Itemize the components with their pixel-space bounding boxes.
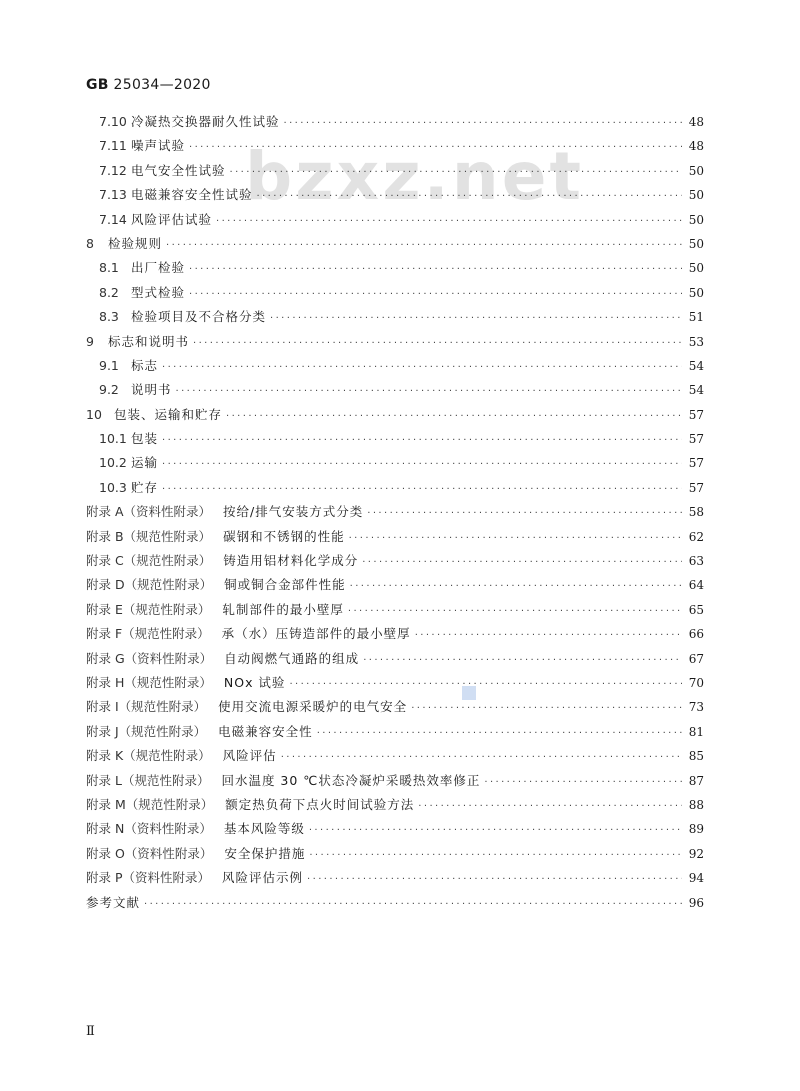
toc-entry[interactable] xyxy=(86,771,704,795)
toc-entry-page: 70 xyxy=(688,675,704,690)
toc-entry-page: 50 xyxy=(688,236,704,251)
toc-entry[interactable] xyxy=(86,453,704,477)
toc-entry[interactable] xyxy=(86,551,704,575)
toc-entry-title: 风险评估 xyxy=(222,748,277,764)
toc-leader-dots xyxy=(418,801,682,812)
toc-entry[interactable] xyxy=(86,136,704,160)
toc-entry-title: 回水温度 30 ℃状态冷凝炉采暖热效率修正 xyxy=(221,772,481,788)
toc-entry[interactable] xyxy=(86,600,704,624)
toc-entry-page: 96 xyxy=(688,895,704,910)
toc-entry-page: 50 xyxy=(688,188,704,203)
toc-leader-dots xyxy=(367,508,682,519)
toc-entry-title: 碳钢和不锈钢的性能 xyxy=(223,528,345,544)
toc-entry-number: 附录 P（资料性附录） xyxy=(86,870,211,886)
toc-entry-title: 贮存 xyxy=(131,479,159,495)
toc-entry-page: 62 xyxy=(688,529,704,544)
toc-leader-dots xyxy=(193,338,682,349)
toc-entry-title: 包装、运输和贮存 xyxy=(114,406,223,422)
toc-entry[interactable] xyxy=(86,575,704,599)
toc-entry-page: 57 xyxy=(688,480,704,495)
toc-entry-title: 按给/排气安装方式分类 xyxy=(223,504,364,520)
toc-entry-number: 9 xyxy=(86,333,94,349)
toc-leader-dots xyxy=(176,386,682,397)
toc-entry-number: 7.13 xyxy=(99,187,127,203)
toc-entry-title: 风险评估试验 xyxy=(131,211,213,227)
toc-entry-page: 65 xyxy=(688,602,704,617)
toc-entry-number: 附录 I（规范性附录） xyxy=(86,699,207,715)
toc-entry-title: 使用交流电源采暖炉的电气安全 xyxy=(218,699,408,715)
toc-entry-number: 7.11 xyxy=(99,138,127,154)
toc-entry[interactable] xyxy=(86,185,704,209)
toc-entry-number: 10.3 xyxy=(99,479,127,495)
toc-entry[interactable] xyxy=(86,673,704,697)
toc-entry-title: 风险评估示例 xyxy=(222,870,304,886)
toc-leader-dots xyxy=(284,118,682,129)
toc-entry-number: 7.14 xyxy=(99,211,127,227)
toc-entry[interactable] xyxy=(86,356,704,380)
toc-leader-dots xyxy=(189,289,682,300)
toc-entry-number: 9.1 xyxy=(99,357,119,373)
toc-entry-number: 8.3 xyxy=(99,309,119,325)
toc-leader-dots xyxy=(257,191,682,202)
toc-leader-dots xyxy=(216,216,682,227)
toc-leader-dots xyxy=(350,581,682,592)
toc-entry[interactable] xyxy=(86,795,704,819)
toc-entry-title: 标志和说明书 xyxy=(108,333,190,349)
toc-leader-dots xyxy=(270,313,682,324)
toc-entry[interactable] xyxy=(86,697,704,721)
toc-leader-dots xyxy=(189,142,682,153)
toc-entry-number: 8.2 xyxy=(99,284,119,300)
toc-entry[interactable] xyxy=(86,502,704,526)
toc-entry-number: 7.10 xyxy=(99,114,127,129)
table-of-contents xyxy=(86,112,704,917)
toc-entry-title: 检验项目及不合格分类 xyxy=(131,309,267,325)
toc-entry[interactable] xyxy=(86,234,704,258)
toc-entry-title: 铜或铜合金部件性能 xyxy=(224,577,346,593)
toc-leader-dots xyxy=(289,679,682,690)
toc-entry-number: 附录 B（规范性附录） xyxy=(86,528,212,544)
toc-entry-title: 标志 xyxy=(131,357,159,373)
toc-entry[interactable] xyxy=(86,649,704,673)
toc-leader-dots xyxy=(226,411,682,422)
toc-leader-dots xyxy=(162,435,682,446)
toc-entry-title: 铸造用铝材料化学成分 xyxy=(223,553,359,569)
toc-entry-page: 92 xyxy=(688,846,704,861)
toc-entry[interactable] xyxy=(86,624,704,648)
toc-entry-number: 附录 E（规范性附录） xyxy=(86,601,211,617)
toc-leader-dots xyxy=(317,728,682,739)
toc-entry[interactable] xyxy=(86,405,704,429)
toc-entry-page: 51 xyxy=(688,310,704,325)
toc-entry-page: 48 xyxy=(688,115,704,129)
toc-entry[interactable] xyxy=(86,893,704,917)
toc-entry-number: 7.12 xyxy=(99,162,127,178)
toc-entry-title: 轧制部件的最小壁厚 xyxy=(222,601,344,617)
toc-entry-page: 50 xyxy=(688,261,704,276)
toc-entry-title: 说明书 xyxy=(131,382,172,398)
toc-entry-title: 出厂检验 xyxy=(131,260,186,276)
toc-entry-page: 50 xyxy=(688,163,704,178)
toc-entry-title: 噪声试验 xyxy=(131,138,186,154)
toc-entry-page: 63 xyxy=(688,554,704,569)
toc-entry[interactable] xyxy=(86,112,704,136)
toc-leader-dots xyxy=(144,899,682,910)
toc-leader-dots xyxy=(166,240,682,251)
toc-entry-number: 附录 F（规范性附录） xyxy=(86,626,210,642)
toc-entry-number: 附录 D（规范性附录） xyxy=(86,577,213,593)
toc-entry-number: 附录 M（规范性附录） xyxy=(86,796,214,812)
toc-leader-dots xyxy=(348,606,682,617)
page-number-roman: Ⅱ xyxy=(86,1024,95,1039)
toc-entry-title: 电磁兼容安全性 xyxy=(218,723,313,739)
toc-leader-dots xyxy=(281,752,682,763)
watermark: bzxz.net xyxy=(245,138,585,215)
toc-entry-title: 基本风险等级 xyxy=(223,821,305,837)
toc-leader-dots xyxy=(309,850,682,861)
toc-entry-number: 10.2 xyxy=(99,455,127,471)
toc-entry[interactable] xyxy=(86,722,704,746)
toc-entry-title: 承（水）压铸造部件的最小壁厚 xyxy=(221,626,411,642)
toc-entry-number: 附录 L（规范性附录） xyxy=(86,772,210,788)
toc-entry-number: 10 xyxy=(86,406,102,422)
toc-leader-dots xyxy=(162,362,682,373)
toc-entry[interactable] xyxy=(86,332,704,356)
toc-entry-number: 9.2 xyxy=(99,382,119,398)
toc-entry-number: 附录 C（规范性附录） xyxy=(86,553,212,569)
toc-leader-dots xyxy=(230,167,682,178)
toc-entry-page: 53 xyxy=(688,334,704,349)
toc-leader-dots xyxy=(162,459,682,470)
toc-entry-title: 电磁兼容安全性试验 xyxy=(131,187,253,203)
toc-entry-page: 57 xyxy=(688,407,704,422)
toc-entry-number: 8.1 xyxy=(99,260,119,276)
toc-entry-page: 54 xyxy=(688,383,704,398)
toc-entry-number: 附录 O（资料性附录） xyxy=(86,845,213,861)
toc-entry[interactable] xyxy=(86,819,704,843)
toc-entry-page: 94 xyxy=(688,871,704,886)
toc-entry-page: 67 xyxy=(688,651,704,666)
toc-entry[interactable] xyxy=(86,429,704,453)
toc-entry-page: 48 xyxy=(688,139,704,154)
toc-entry-title: 额定热负荷下点火时间试验方法 xyxy=(225,796,415,812)
toc-entry-page: 85 xyxy=(688,749,704,764)
toc-entry[interactable] xyxy=(86,258,704,282)
toc-entry-title: NOx 试验 xyxy=(223,674,286,690)
toc-entry-title: 自动阀燃气通路的组成 xyxy=(224,650,360,666)
toc-entry-title: 参考文献 xyxy=(86,894,141,910)
toc-leader-dots xyxy=(415,630,682,641)
toc-leader-dots xyxy=(363,655,682,666)
standard-prefix: GB xyxy=(86,77,109,93)
toc-entry-page: 87 xyxy=(688,773,704,788)
toc-entry-number: 附录 A（资料性附录） xyxy=(86,504,212,520)
toc-leader-dots xyxy=(189,264,682,275)
toc-entry-title: 冷凝热交换器耐久性试验 xyxy=(131,114,280,129)
toc-entry[interactable] xyxy=(86,868,704,892)
toc-entry[interactable] xyxy=(86,844,704,868)
standard-number: 25034—2020 xyxy=(113,77,211,93)
toc-entry-title: 运输 xyxy=(131,455,159,471)
toc-entry-number: 附录 G（资料性附录） xyxy=(86,650,213,666)
toc-entry-page: 54 xyxy=(688,358,704,373)
toc-entry-page: 57 xyxy=(688,432,704,447)
toc-entry-title: 检验规则 xyxy=(108,235,163,251)
scan-artifact xyxy=(462,686,476,700)
toc-leader-dots xyxy=(411,703,682,714)
toc-entry[interactable] xyxy=(86,478,704,502)
toc-leader-dots xyxy=(484,777,682,788)
toc-entry-number: 10.1 xyxy=(99,431,127,447)
toc-entry-title: 电气安全性试验 xyxy=(131,162,226,178)
toc-entry-number: 附录 J（规范性附录） xyxy=(86,723,207,739)
toc-leader-dots xyxy=(162,484,682,495)
toc-entry-page: 81 xyxy=(688,724,704,739)
toc-entry[interactable] xyxy=(86,307,704,331)
toc-entry-number: 附录 N（资料性附录） xyxy=(86,821,212,837)
toc-entry-page: 58 xyxy=(688,505,704,520)
toc-leader-dots xyxy=(362,557,682,568)
toc-entry[interactable] xyxy=(86,527,704,551)
document-header xyxy=(86,77,211,93)
toc-entry-page: 88 xyxy=(688,797,704,812)
toc-entry[interactable] xyxy=(86,283,704,307)
toc-entry-page: 66 xyxy=(688,627,704,642)
toc-entry-number: 附录 K（规范性附录） xyxy=(86,748,211,764)
toc-entry-number: 8 xyxy=(86,235,94,251)
toc-entry[interactable] xyxy=(86,161,704,185)
toc-entry-page: 64 xyxy=(688,578,704,593)
toc-entry-page: 89 xyxy=(688,822,704,837)
toc-entry[interactable] xyxy=(86,746,704,770)
toc-entry-page: 73 xyxy=(688,700,704,715)
toc-entry[interactable] xyxy=(86,380,704,404)
toc-leader-dots xyxy=(307,874,682,885)
toc-entry-number: 附录 H（规范性附录） xyxy=(86,674,212,690)
toc-leader-dots xyxy=(309,825,682,836)
toc-entry-title: 安全保护措施 xyxy=(224,845,306,861)
toc-entry-page: 50 xyxy=(688,212,704,227)
toc-entry-page: 50 xyxy=(688,285,704,300)
toc-entry-page: 57 xyxy=(688,456,704,471)
toc-leader-dots xyxy=(349,533,682,544)
toc-entry-title: 包装 xyxy=(131,431,159,447)
toc-entry[interactable] xyxy=(86,210,704,234)
toc-entry-title: 型式检验 xyxy=(131,284,186,300)
